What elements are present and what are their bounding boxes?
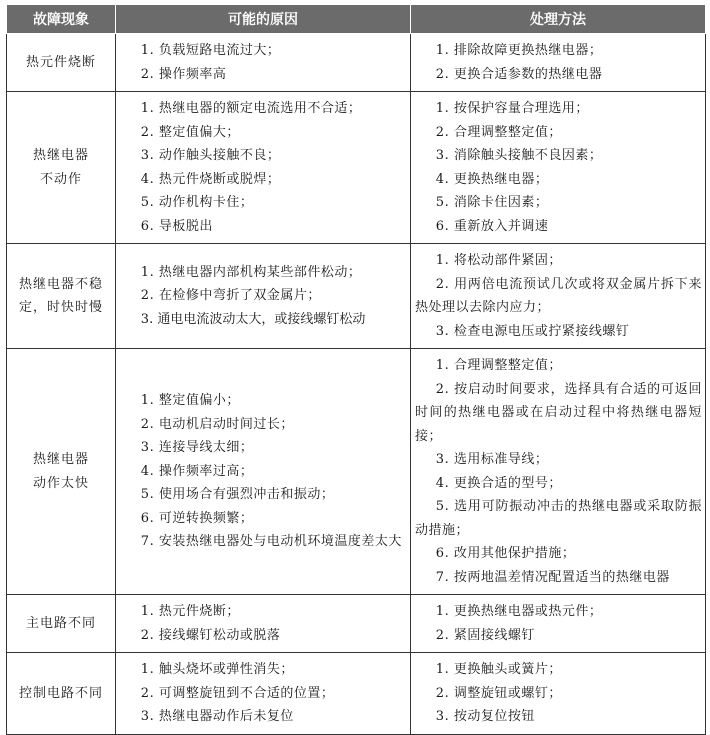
causes-cell [116,653,411,735]
table-row [7,92,706,244]
cause-item: 6. 导板脱出 [140,218,213,234]
cause-item: 2. 在检修中弯折了双金属片； [140,288,321,304]
solutions-cell [411,349,706,595]
phenomenon-cell [7,595,116,653]
causes-cell [116,92,411,244]
solution-item: 2. 更换合适参数的热继电器 [435,66,603,82]
solution-item: 3. 消除触头接触不良因素； [435,148,603,163]
solutions-cell [411,595,706,653]
solution-item: 6. 改用其他保护措施； [435,546,576,561]
cause-item: 1. 负载短路电流过大； [140,43,281,58]
cause-item: 2. 可调整旋钮到不合适的位置； [140,685,335,701]
solutions-cell [411,92,706,244]
phenomenon-cell [7,92,116,244]
phenomenon-text: 热继电器不动作 [32,148,89,187]
phenomenon-text: 主电路不同 [25,615,96,631]
table-row [7,349,706,595]
causes-cell [116,244,411,349]
solution-item: 2. 调整旋钮或螺钉； [435,685,562,701]
header-causes: 可能的原因 [116,5,411,34]
cause-item: 3. 连接导线太细； [140,440,254,456]
cause-item: 2. 操作频率高 [140,66,227,82]
cause-item: 5. 动作机构卡住； [140,195,254,210]
solution-item: 3. 检查电源电压或拧紧接线螺钉 [435,323,630,339]
phenomenon-text: 热元件烧断 [25,54,96,70]
causes-cell [116,349,411,595]
cause-item: 5. 使用场合有强烈冲击和振动； [140,487,335,503]
cause-item: 1. 整定值偏小； [140,393,240,409]
solutions-cell [411,244,706,349]
solution-item: 2. 按启动时间要求，选择具有合适的可返回时间的热继电器或在启动过程中将热继电器短接； [415,381,702,444]
cause-item: 1. 热元件烧断； [140,604,240,619]
solution-item: 1. 更换热继电器或热元件； [435,604,603,619]
cause-item: 1. 热继电器的额定电流选用不合适； [140,101,362,116]
phenomenon-text: 热继电器动作太快 [32,452,89,491]
phenomenon-cell [7,653,116,735]
cause-item: 2. 电动机启动时间过长； [140,416,294,432]
solution-item: 7. 按两地温差情况配置适当的热继电器 [435,569,670,585]
solution-item: 3. 选用标准导线； [435,452,549,467]
cause-item: 4. 操作频率过高； [140,463,254,479]
table-row [7,653,706,735]
solution-item: 1. 排除故障更换热继电器； [435,43,603,58]
fault-table [6,4,706,735]
phenomenon-text: 控制电路不同 [18,685,103,701]
cause-item: 2. 接线螺钉松动或脱落 [140,627,281,643]
solution-item: 6. 重新放入并调速 [435,218,549,234]
header-phenomenon: 故障现象 [7,5,116,34]
table-header [7,5,706,34]
solution-item: 4. 更换合适的型号； [435,475,562,491]
cause-item: 2. 整定值偏大； [140,124,240,140]
causes-cell [116,595,411,653]
cause-item: 3. 动作触头接触不良； [140,148,281,163]
solution-item: 5. 消除卡住因素； [435,195,549,210]
phenomenon-cell [7,244,116,349]
phenomenon-cell [7,34,116,92]
solution-item: 4. 更换热继电器； [435,171,549,187]
solution-item: 1. 将松动部件紧固； [435,253,562,268]
solution-item: 2. 合理调整整定值； [435,124,562,140]
solution-item: 2. 用两倍电流预试几次或将双金属片拆下来热处理以去除内应力； [415,276,702,315]
cause-item: 3. 通电电流波动太大，或接线螺钉松动 [140,311,366,327]
phenomenon-cell [7,349,116,595]
header-solutions: 处理方法 [411,5,706,34]
table-row [7,244,706,349]
solution-item: 1. 按保护容量合理选用； [435,101,589,116]
solution-item: 5. 选用可防振动冲击的热继电器或采取防振动措施； [415,499,702,538]
cause-item: 6. 可逆转换频繁； [140,510,254,526]
solution-item: 2. 紧固接线螺钉 [435,627,535,643]
solutions-cell [411,34,706,92]
solutions-cell [411,653,706,735]
cause-item: 3. 热继电器动作后未复位 [140,709,294,724]
solution-item: 1. 更换触头或簧片； [435,662,562,677]
phenomenon-text: 热继电器不稳定，时快时慢 [18,276,103,315]
causes-cell [116,34,411,92]
solution-item: 3. 按动复位按钮 [435,709,535,724]
table-row [7,595,706,653]
solution-item: 1. 合理调整整定值； [435,358,562,373]
cause-item: 1. 触头烧坏或弹性消失； [140,662,294,677]
cause-item: 1. 热继电器内部机构某些部件松动； [140,264,362,280]
cause-item: 4. 热元件烧断或脱焊； [140,171,281,187]
table-row [7,34,706,92]
cause-item: 7. 安装热继电器处与电动机环境温度差太大 [140,534,402,550]
